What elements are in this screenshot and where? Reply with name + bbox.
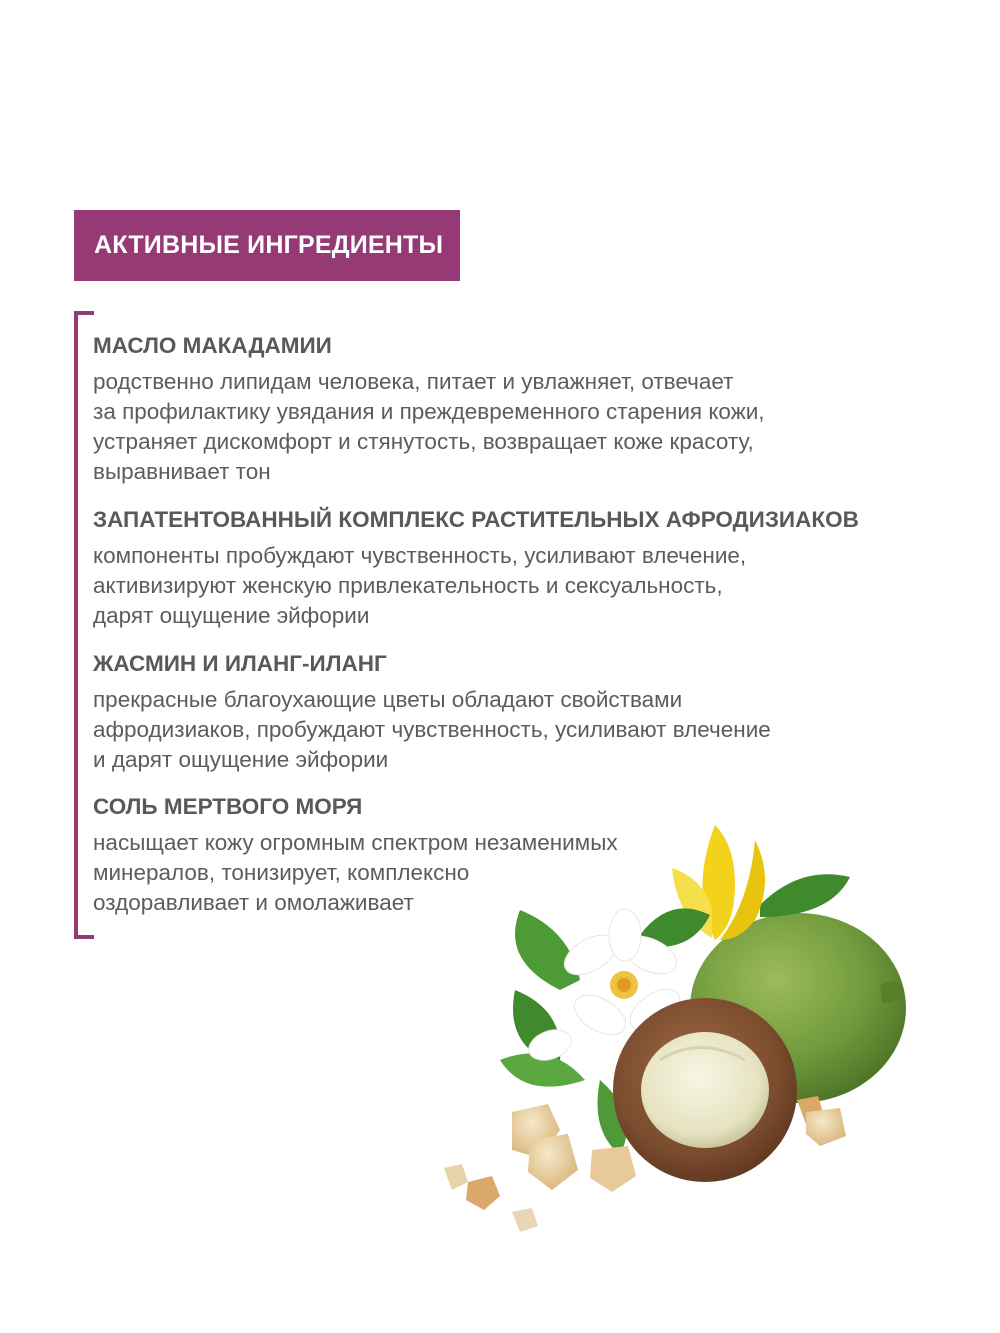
- ingredient-desc-line: прекрасные благоухающие цветы обладают свойствами: [93, 687, 683, 712]
- ingredient-desc-line: и дарят ощущение эйфории: [93, 747, 389, 772]
- content-bracket: [74, 311, 94, 939]
- ingredient-desc-line: устраняет дискомфорт и стянутость, возвращает коже красоту,: [93, 429, 754, 454]
- ingredient-title: МАСЛО МАКАДАМИИ: [93, 333, 332, 358]
- ingredient-section-macadamia: [93, 333, 765, 487]
- ingredient-desc-line: выравнивает тон: [93, 459, 271, 484]
- ingredient-desc-line: родственно липидам человека, питает и увлажняет, отвечает: [93, 369, 734, 394]
- page-title: АКТИВНЫЕ ИНГРЕДИЕНТЫ: [94, 231, 444, 259]
- ingredient-section-jasmine-ylang: [93, 651, 771, 775]
- ingredient-title: СОЛЬ МЕРТВОГО МОРЯ: [93, 794, 363, 819]
- ingredient-title: ЖАСМИН И ИЛАНГ-ИЛАНГ: [93, 651, 387, 676]
- ingredient-desc-line: оздоравливает и омолаживает: [93, 890, 414, 915]
- ingredient-desc-line: компоненты пробуждают чувственность, усиливают влечение,: [93, 543, 747, 568]
- ingredient-desc-line: активизируют женскую привлекательность и сексуальность,: [93, 573, 723, 598]
- ingredients-illustration: [420, 820, 940, 1240]
- ingredient-desc-line: за профилактику увядания и преждевременного старения кожи,: [93, 399, 765, 424]
- ingredient-title: ЗАПАТЕНТОВАННЫЙ КОМПЛЕКС РАСТИТЕЛЬНЫХ АФРОДИЗИАКОВ: [93, 507, 859, 532]
- ingredient-section-aphrodisiac-complex: [93, 507, 859, 631]
- macadamia-kernel-icon: [613, 998, 797, 1182]
- ingredient-desc-line: дарят ощущение эйфории: [93, 603, 370, 628]
- ingredient-desc-line: насыщает кожу огромным спектром незаменимых: [93, 830, 618, 855]
- ingredient-desc-line: минералов, тонизирует, комплексно: [93, 860, 470, 885]
- page-title-banner: [74, 210, 460, 281]
- ingredient-desc-line: афродизиаков, пробуждают чувственность, усиливают влечение: [93, 717, 771, 742]
